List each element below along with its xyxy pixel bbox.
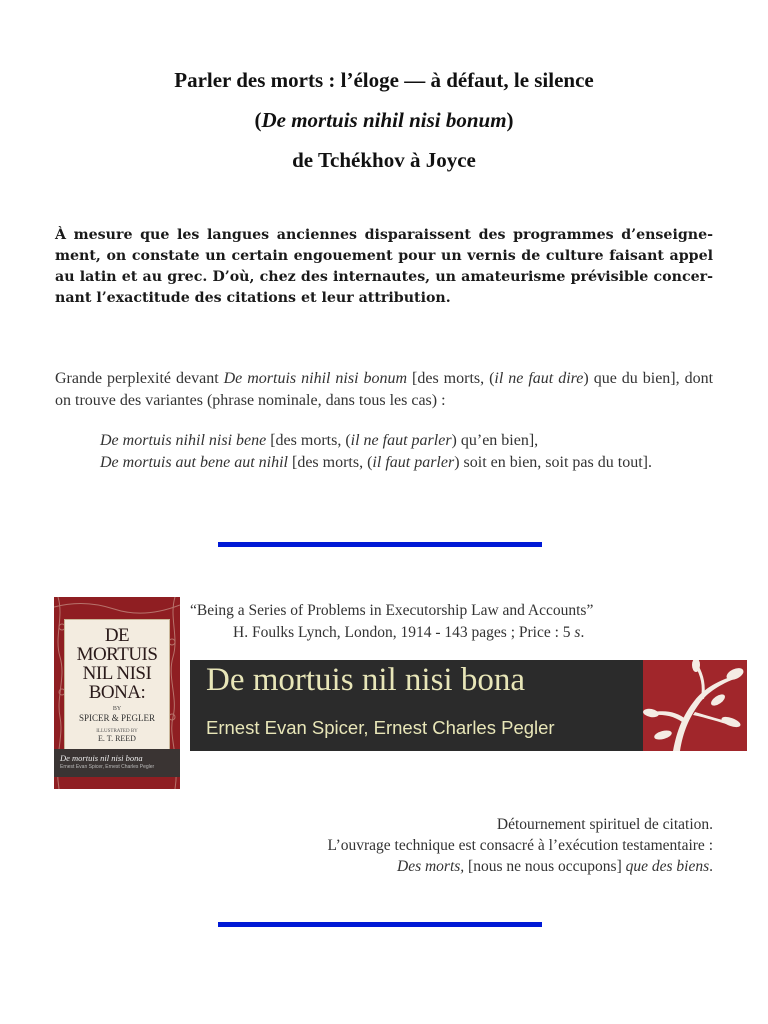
title-paren-open: ( [254, 108, 262, 132]
variant-text: [des morts, ( [266, 432, 351, 449]
title-latin-phrase: De mortuis nihil nisi bonum [261, 108, 507, 132]
cover-label [64, 619, 170, 751]
cover-caption-band [54, 749, 180, 777]
variants-list [100, 430, 720, 474]
cover-authors: SPICER & PEGLER [78, 713, 155, 723]
variant-italic: il ne faut parler [350, 432, 452, 449]
variant-text: [des morts, ( [287, 454, 373, 471]
title-line-2 [0, 100, 768, 140]
cover-title-line: DE [104, 625, 130, 646]
para-latin: De mortuis nihil nisi bonum [223, 370, 408, 387]
reference-publisher [190, 622, 710, 644]
comment-italic-2: que des biens [625, 858, 710, 875]
blue-divider-bottom [218, 922, 542, 927]
para-text-1: Grande perplexité devant [55, 370, 224, 387]
variant-text-end: ) soit en bien, soit pas du tout]. [454, 454, 652, 471]
comment-italic-1: Des morts, [397, 858, 465, 875]
banner-authors: Ernest Evan Spicer, Ernest Charles Pegler [206, 717, 555, 738]
comment-line-1: Détournement spirituel de citation. [496, 816, 713, 833]
reference-title: “Being a Series of Problems in Executorship Law and Accounts” [190, 602, 594, 619]
variant-item [100, 430, 720, 452]
reference-currency: s [574, 624, 581, 641]
commentary [190, 814, 713, 877]
comment-line-3 [190, 856, 713, 877]
title-line-3: de Tchékhov à Joyce [292, 148, 476, 172]
para-text-2: [des morts, ( [407, 370, 495, 387]
comment-line-2: L’ouvrage technique est consacré à l’exécution testamentaire : [327, 837, 713, 854]
intro-paragraph: À mesure que les langues anciennes disparaissent des programmes d’enseigne-ment, on constate un certain engouement pour un vernis de culture faisant appel au latin et au grec. D’où, chez des internautes, un amateurisme prévisible concer-nant l’exactitude des citations et leur attribution. [55, 227, 713, 306]
cover-band-title: De mortuis nil nisi bona [60, 753, 143, 763]
comment-end: . [709, 858, 713, 875]
cover-illustrated-by: ILLUSTRATED BY [96, 729, 138, 734]
para-italic: il ne faut dire [494, 370, 584, 387]
book-cover-image [54, 597, 180, 789]
cover-title-line: NIL NISI [82, 663, 152, 684]
document-title [0, 60, 768, 180]
variant-latin: De mortuis aut bene aut nihil [100, 454, 288, 471]
cover-by: BY [112, 706, 122, 712]
variant-text-end: ) qu’en bien], [451, 432, 539, 449]
reference-publisher-text: H. Foulks Lynch, London, 1914 - 143 pages ; Price : 5 [233, 624, 575, 641]
title-line-1: Parler des morts : l’éloge — à défaut, le silence [174, 68, 594, 92]
title-paren-close: ) [506, 108, 514, 132]
reference-end: . [580, 624, 585, 641]
para-text-3: ) que du bien], dont on trouve des variantes (phrase nominale, dans tous les cas) : [55, 370, 714, 409]
cover-title-line: MORTUIS [76, 644, 158, 665]
tree-branch-icon [643, 660, 747, 751]
cover-illustrator: E. T. REED [98, 734, 136, 743]
cover-title [65, 626, 169, 702]
variant-item [100, 452, 720, 474]
comment-text: [nous ne nous occupons] [464, 858, 626, 875]
variant-latin: De mortuis nihil nisi bene [100, 432, 267, 449]
book-banner [190, 660, 643, 751]
variant-italic: il faut parler [372, 454, 455, 471]
tree-ornament-image [643, 660, 747, 751]
cover-band-authors: Ernest Evan Spicer, Ernest Charles Pegler [60, 764, 155, 770]
perplexity-paragraph [55, 368, 713, 412]
blue-divider-top [218, 542, 542, 547]
book-reference [190, 600, 710, 644]
cover-title-line: BONA: [88, 682, 146, 703]
banner-title: De mortuis nil nisi bona [206, 662, 525, 698]
